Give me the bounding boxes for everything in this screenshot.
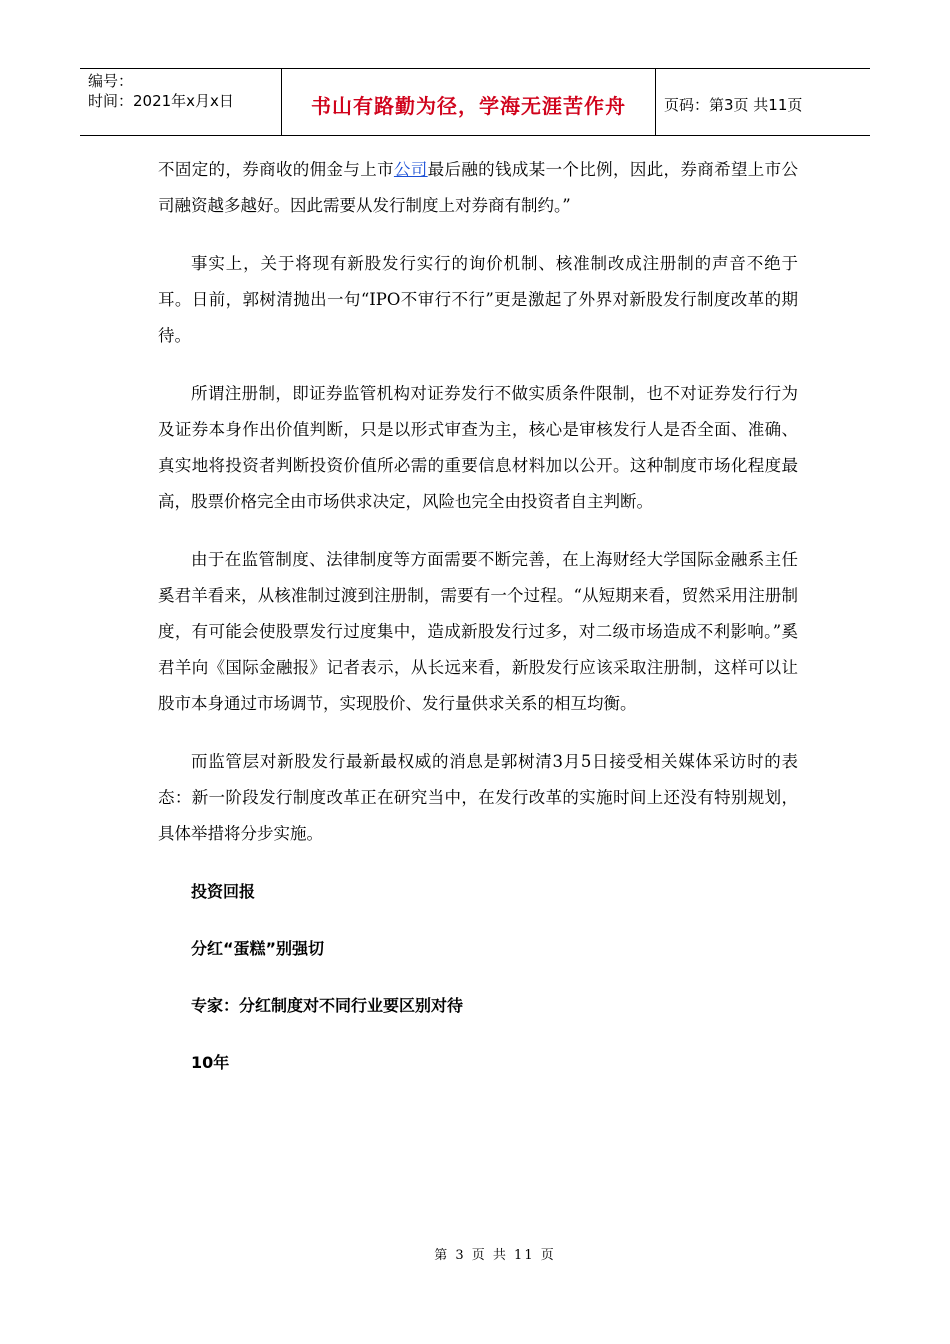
number-label: 编号：	[88, 72, 134, 90]
paragraph-1-end: 最后融的钱成某一个比例，因此，券商希望上市公司融资越多越好。因此需要从发行制度上对券商有制约。”	[158, 160, 799, 215]
company-link[interactable]: 公司	[393, 160, 428, 179]
header-page-info: 页码：第3页 共11页	[664, 95, 803, 114]
header-motto: 书山有路勤为径，学海无涯苦作舟	[282, 69, 656, 135]
heading-dividend-cake: 分红“蛋糕”别强切	[191, 939, 325, 958]
header-meta-cell	[80, 69, 282, 135]
time-label: 时间：2021年x月x日	[88, 92, 234, 110]
page-footer: 第 3 页 共 11 页	[434, 1248, 556, 1263]
heading-expert-dividend: 专家：分红制度对不同行业要区别对待	[191, 996, 464, 1015]
paragraph-4: 由于在监管制度、法律制度等方面需要不断完善，在上海财经大学国际金融系主任奚君羊看来，从核准制过渡到注册制，需要有一个过程。“从短期来看，贸然采用注册制度，有可能会使股票发行过度集中，造成新股发行过多，对二级市场造成不利影响。”奚君羊向《国际金融报》记者表示，从长远来看，新股发行应该采取注册制，这样可以让股市本身通过市场调节，实现股价、发行量供求关系的相互均衡。	[158, 550, 798, 713]
paragraph-5: 而监管层对新股发行最新最权威的消息是郭树清3月5日接受相关媒体采访时的表态：新一阶段发行制度改革正在研究当中，在发行改革的实施时间上还没有特别规划，具体举措将分步实施。	[158, 752, 798, 843]
page-header	[80, 68, 870, 136]
paragraph-1-start: 不固定的，券商收的佣金与上市	[158, 160, 394, 179]
heading-ten-years: 10年	[191, 1053, 230, 1072]
heading-investment-return: 投资回报	[191, 882, 256, 901]
paragraph-1	[158, 152, 798, 224]
paragraph-3: 所谓注册制，即证券监管机构对证券发行不做实质条件限制，也不对证券发行行为及证券本身作出价值判断，只是以形式审查为主，核心是审核发行人是否全面、准确、真实地将投资者判断投资价值所必需的重要信息材料加以公开。这种制度市场化程度最高，股票价格完全由市场供求决定，风险也完全由投资者自主判断。	[158, 384, 798, 511]
document-body	[158, 152, 798, 1102]
paragraph-2: 事实上，关于将现有新股发行实行的询价机制、核准制改成注册制的声音不绝于耳。日前，郭树清抛出一句“IPO不审行不行”更是激起了外界对新股发行制度改革的期待。	[158, 254, 798, 345]
